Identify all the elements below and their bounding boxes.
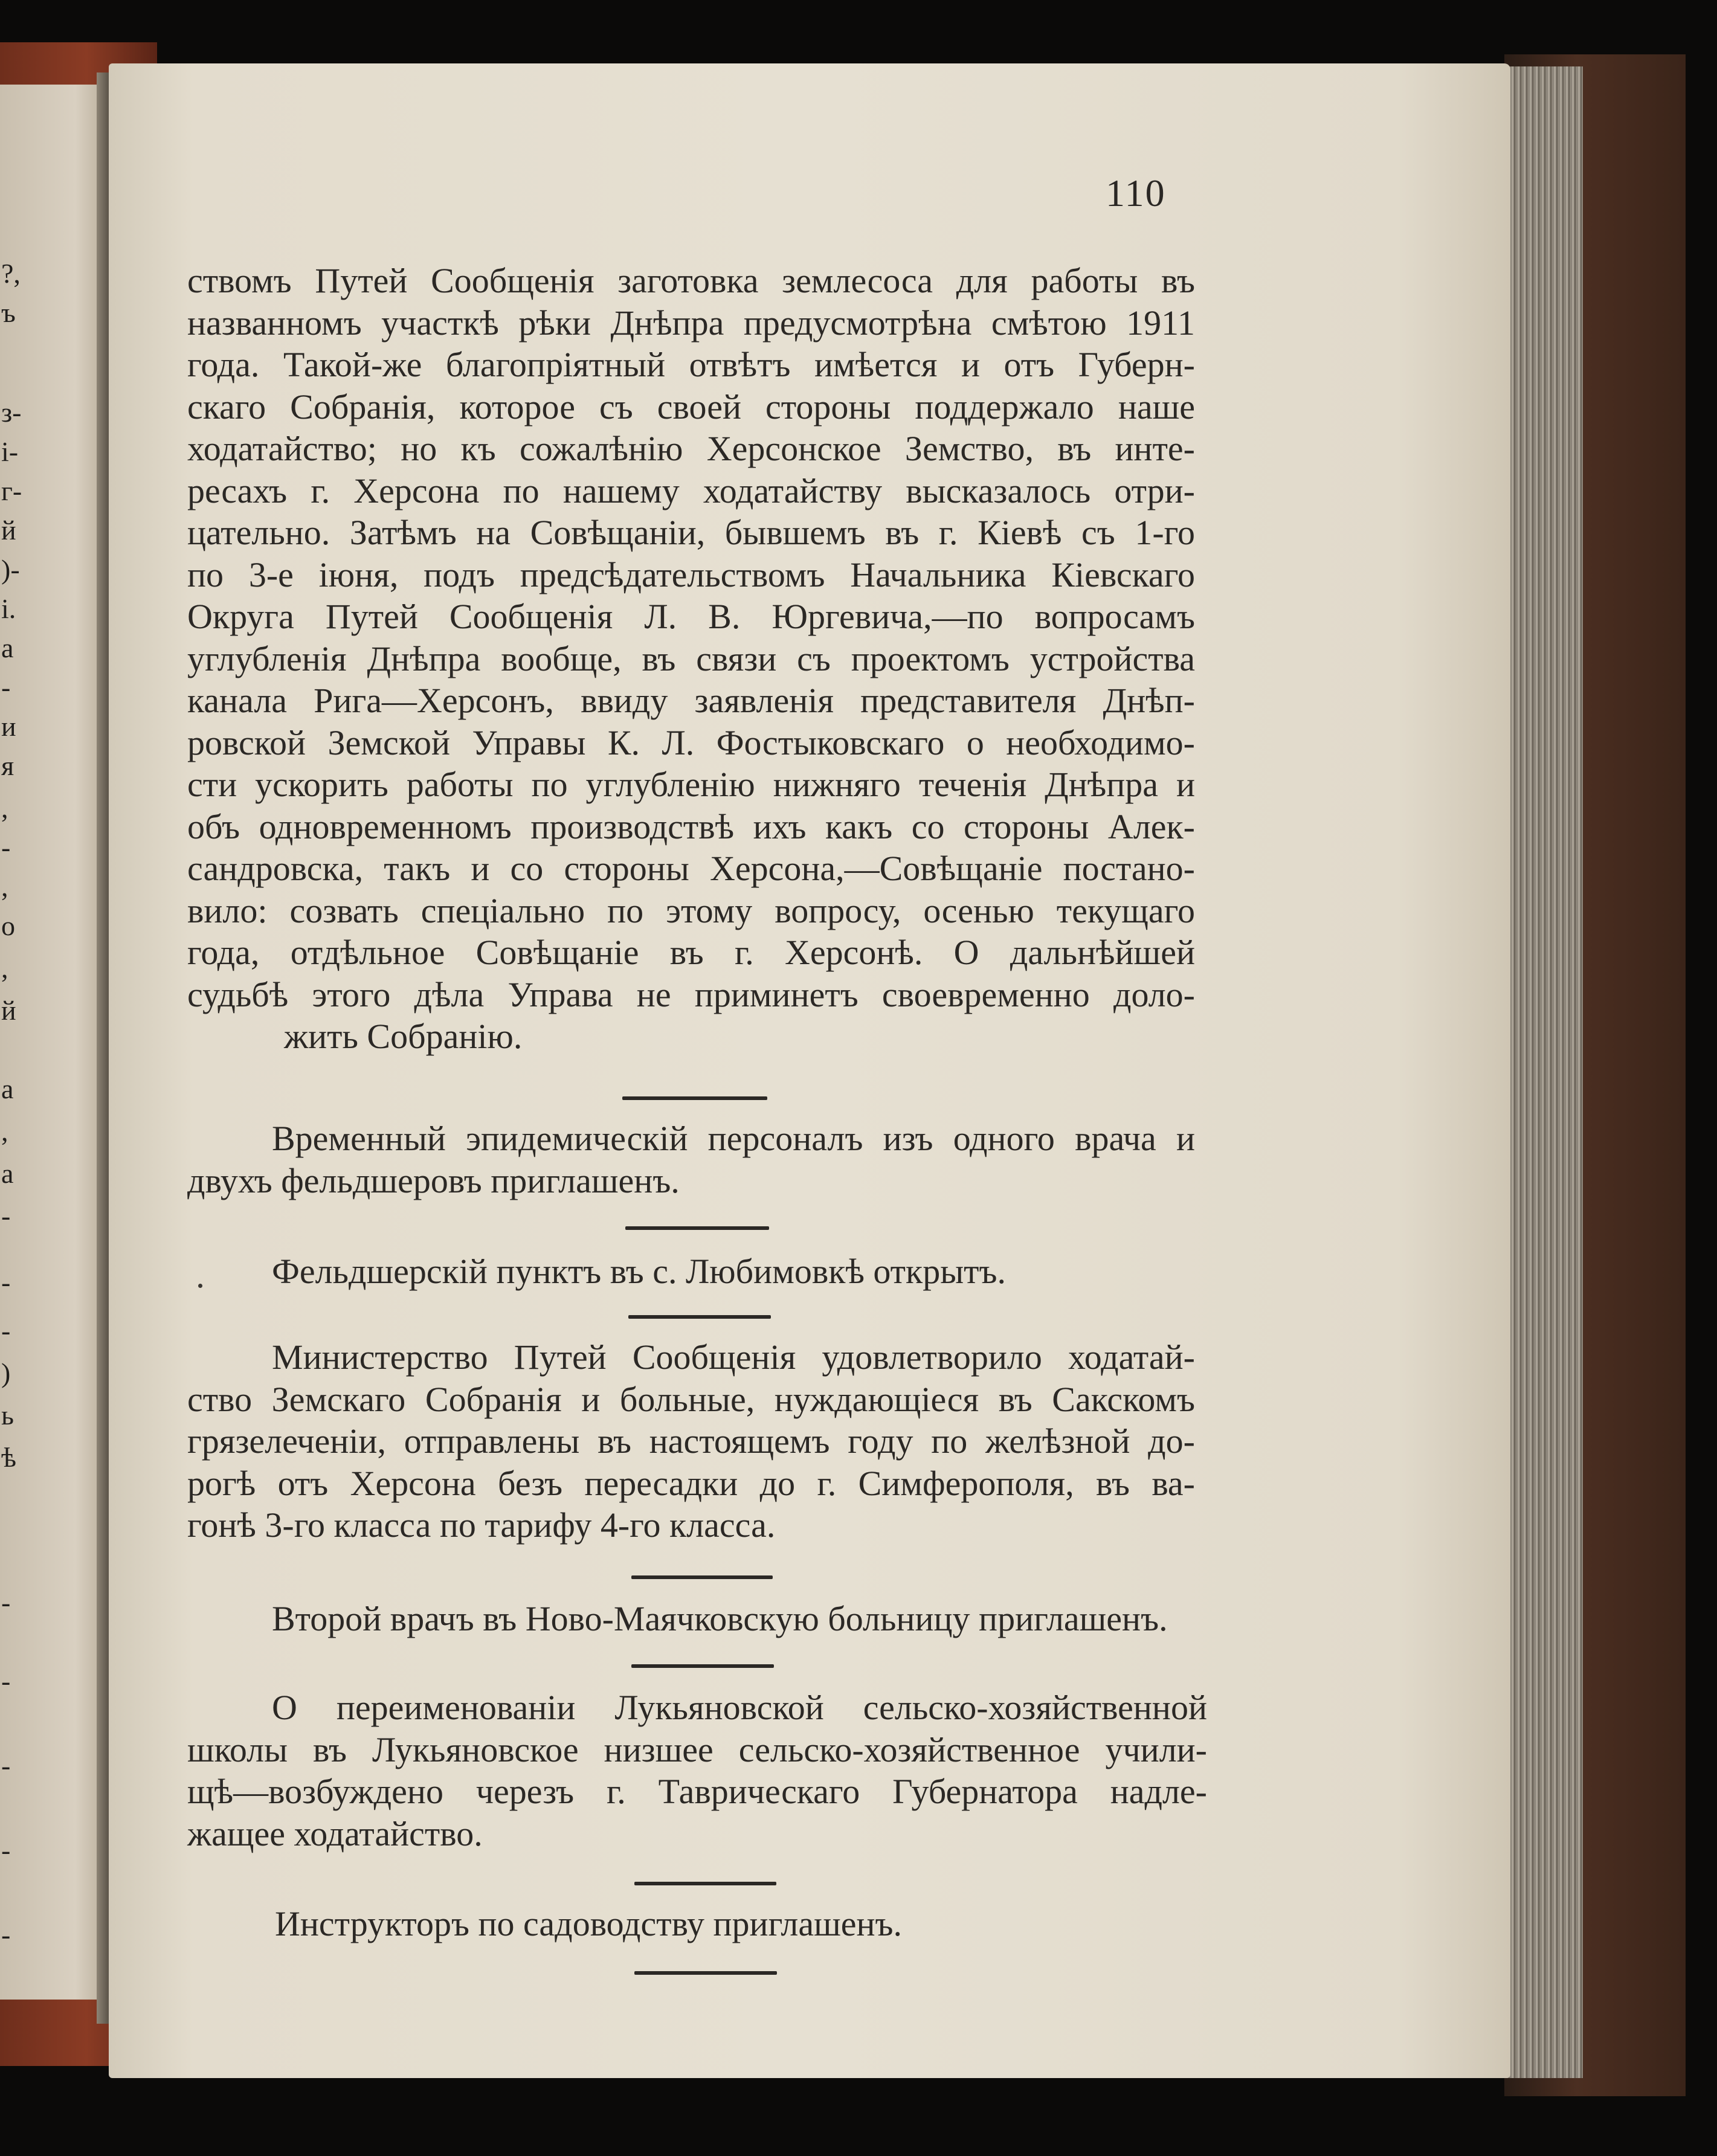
fragment: я (1, 750, 14, 781)
paragraph (187, 260, 1195, 1058)
text-line: гонѣ 3-го класса по тарифу 4-го класса. (187, 1505, 776, 1545)
fragment: , (1, 1116, 8, 1147)
text-line: Временный эпидемическій персоналъ изъ одного врача и (272, 1119, 1195, 1158)
fragment: а (1, 632, 14, 663)
fragment: г- (1, 475, 22, 506)
section-divider (634, 1971, 777, 1975)
text-line: названномъ участкѣ рѣки Днѣпра предусмотрѣна смѣтою 1911 (187, 303, 1195, 343)
fragment: а (1, 1158, 14, 1189)
text-line: ство Земскаго Собранія и больные, нуждающіеся въ Сакскомъ (187, 1379, 1195, 1419)
section-divider (631, 1664, 774, 1668)
fragment: й (1, 515, 16, 545)
text-line: вило: созвать спеціально по этому вопросу, осенью текущаго (187, 890, 1195, 930)
text-line: щѣ—возбуждено черезъ г. Таврическаго Губернатора надле- (187, 1772, 1207, 1811)
text-line: двухъ фельдшеровъ приглашенъ. (187, 1160, 680, 1200)
fragment: - (1, 1587, 11, 1618)
fragment: ѣ (1, 1442, 16, 1473)
fragment: і. (1, 593, 16, 624)
paragraph (187, 1336, 1195, 1546)
text-line: судьбѣ этого дѣла Управа не приминетъ своевременно доло- (187, 974, 1195, 1014)
text-line: ствомъ Путей Сообщенія заготовка землесоса для работы въ (187, 261, 1195, 300)
text-line: углубленія Днѣпра вообще, въ связи съ проектомъ устройства (187, 639, 1195, 678)
text-line: Округа Путей Сообщенія Л. В. Юргевича,—по вопросамъ (187, 597, 1195, 636)
section-divider (631, 1575, 773, 1579)
fragment: о (1, 910, 15, 941)
fragment: - (1, 672, 11, 703)
page-number: 110 (1106, 172, 1166, 214)
text-line: грязелеченіи, отправлены въ настоящемъ году по желѣзной до- (187, 1421, 1195, 1461)
text-line: цательно. Затѣмъ на Совѣщаніи, бывшемъ въ г. Кіевѣ съ 1-го (187, 513, 1195, 552)
fragment: - (1, 1835, 11, 1865)
fragment: - (1, 1315, 11, 1346)
left-page-edge (0, 85, 108, 2000)
text-line: объ одновременномъ производствѣ ихъ какъ со стороны Алек- (187, 806, 1195, 846)
text-line: года, отдѣльное Совѣщаніе въ г. Херсонѣ. О дальнѣйшей (187, 933, 1195, 972)
text-line: жить Собранію. (284, 1017, 523, 1056)
fragment: - (1, 1750, 11, 1781)
fragment: а (1, 1073, 14, 1104)
fragment: й (1, 995, 16, 1026)
section-divider (628, 1315, 771, 1319)
fragment: - (1, 1919, 11, 1950)
paragraph (187, 1598, 1207, 1640)
fragment: - (1, 1200, 11, 1231)
paragraph (187, 1903, 1207, 1945)
text-line: скаго Собранія, которое съ своей стороны поддержало наше (187, 387, 1195, 426)
fragment: , (1, 871, 8, 902)
text-line: ресахъ г. Херсона по нашему ходатайству высказалось отри- (187, 471, 1195, 510)
fragment: з- (1, 397, 22, 428)
fragment: - (1, 832, 11, 863)
text-line: О переименованіи Лукьяновской сельско-хозяйственной (272, 1688, 1207, 1727)
section-divider (625, 1226, 769, 1230)
fragment: і- (1, 436, 19, 467)
text-line: школы въ Лукьяновское низшее сельско-хозяйственное учили- (187, 1730, 1207, 1769)
text-line: ровской Земской Управы К. Л. Фостыковскаго о необходимо- (187, 722, 1195, 762)
paragraph (187, 1118, 1195, 1202)
text-line: ходатайство; но къ сожалѣнію Херсонское Земство, въ инте- (187, 429, 1195, 468)
section-divider (622, 1096, 767, 1100)
text-line: Министерство Путей Сообщенія удовлетворило ходатай- (272, 1337, 1195, 1377)
text-line: Инструкторъ по садоводству приглашенъ. (275, 1904, 903, 1943)
text-line: рогѣ отъ Херсона безъ пересадки до г. Симферополя, въ ва- (187, 1463, 1195, 1503)
paragraph (187, 1687, 1207, 1855)
fragment: ) (1, 1357, 11, 1388)
text-line: сандровска, такъ и со стороны Херсона,—Совѣщаніе постано- (187, 849, 1195, 888)
fragment: )- (1, 554, 20, 585)
fragment: ь (1, 1400, 14, 1430)
text-line: жащее ходатайство. (187, 1813, 483, 1853)
fragment: ?, (1, 258, 21, 289)
fragment: ъ (1, 297, 16, 328)
text-line: Фельдшерскій пунктъ въ с. Любимовкѣ открытъ. (272, 1252, 1006, 1291)
left-page-text-fragments (0, 85, 24, 2000)
section-divider (634, 1882, 776, 1885)
text-line: сти ускорить работы по углубленію нижняго теченія Днѣпра и (187, 765, 1195, 804)
fragment: , (1, 953, 8, 983)
fragment: и (1, 711, 16, 742)
text-line: Второй врачъ въ Ново-Маячковскую больницу приглашенъ. (272, 1599, 1168, 1638)
fragment: - (1, 1665, 11, 1696)
text-line: года. Такой-же благопріятный отвѣтъ имѣется и отъ Губерн- (187, 345, 1195, 384)
text-line: по 3-е іюня, подъ предсѣдательствомъ Начальника Кіевскаго (187, 555, 1195, 594)
fragment: - (1, 1267, 11, 1298)
fragment: , (1, 793, 8, 823)
text-line: канала Рига—Херсонъ, ввиду заявленія представителя Днѣп- (187, 681, 1195, 720)
paragraph (187, 1250, 1195, 1293)
